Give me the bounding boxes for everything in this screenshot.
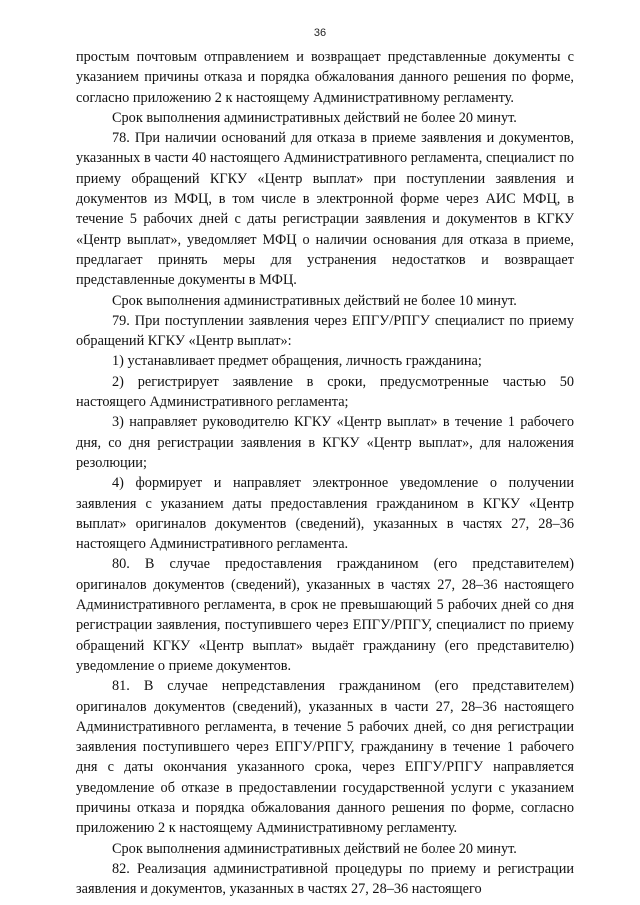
paragraph-79-item-1: 1) устанавливает предмет обращения, личность гражданина;: [112, 353, 482, 370]
paragraph-79-item-2: 2) регистрирует заявление в сроки, предусмотренные частью 50 настоящего Административного регламента;: [76, 373, 574, 411]
page-number: 36: [313, 27, 327, 39]
paragraph-79-item-3: 3) направляет руководителю КГКУ «Центр выплат» в течение 1 рабочего дня, со дня регистрации заявления в КГКУ «Центр выплат», для наложения резолюции;: [76, 414, 574, 471]
paragraph-81: 81. В случае непредставления гражданином (его представителем) оригиналов документов (сведений), указанных в части 27, 28–36 настоящего Административного регламента, в течение 5 рабочих дней, со дня регистрации заявления поступившего через ЕПГУ/РПГУ, гражданину в течение 1 рабочего дня с даты окончания указанного срока, через ЕПГУ/РПГУ направляется уведомление об отказе в предоставлении государственной услуги с указанием причины отказа и порядка обжалования данного решения по форме, согласно приложению 2 к настоящему Административному регламенту.: [76, 678, 574, 837]
paragraph-78: 78. При наличии оснований для отказа в приеме заявления и документов, указанных в части 40 настоящего Административного регламента, специалист по приему обращений КГКУ «Центр выплат» при поступлении заявления и документов из МФЦ, в том числе в электронной форме через АИС МФЦ, в течение 5 рабочих дней с даты регистрации заявления и документов в КГКУ «Центр выплат», уведомляет МФЦ о наличии основания для отказа в приеме, предлагает принять меры для устранения недостатков и возвращает представленные документы в МФЦ.: [76, 130, 574, 289]
paragraph-82: 82. Реализация административной процедуры по приему и регистрации заявления и документов, указанных в частях 27, 28–36 настоящего: [76, 860, 574, 898]
paragraph-deadline-10min: Срок выполнения административных действий не более 10 минут.: [112, 292, 517, 309]
paragraph-deadline-20min: Срок выполнения административных действий не более 20 минут.: [112, 109, 517, 126]
paragraph-deadline-20min-2: Срок выполнения административных действий не более 20 минут.: [112, 840, 517, 857]
paragraph-continuation: простым почтовым отправлением и возвращает представленные документы с указанием причины отказа и порядка обжалования данного решения по форме, согласно приложению 2 к настоящему Административному регламенту.: [76, 49, 574, 106]
paragraph-80: 80. В случае предоставления гражданином (его представителем) оригиналов документов (сведений), указанных в частях 27, 28–36 настоящего Административного регламента, в срок не превышающий 5 рабочих дней со дня регистрации заявления, поступившего через ЕПГУ/РПГУ, специалист по приему обращений КГКУ «Центр выплат» выдаёт гражданину (его представителю) уведомление о приеме документов.: [76, 556, 574, 674]
paragraph-79-item-4: 4) формирует и направляет электронное уведомление о получении заявления с указанием даты предоставления гражданином в КГКУ «Центр выплат» оригиналов документов (сведений), указанных в частях 27, 28–36 настоящего Административного регламента.: [76, 475, 574, 553]
document-body: [76, 47, 574, 899]
paragraph-79: 79. При поступлении заявления через ЕПГУ/РПГУ специалист по приему обращений КГКУ «Центр выплат»:: [76, 312, 574, 350]
